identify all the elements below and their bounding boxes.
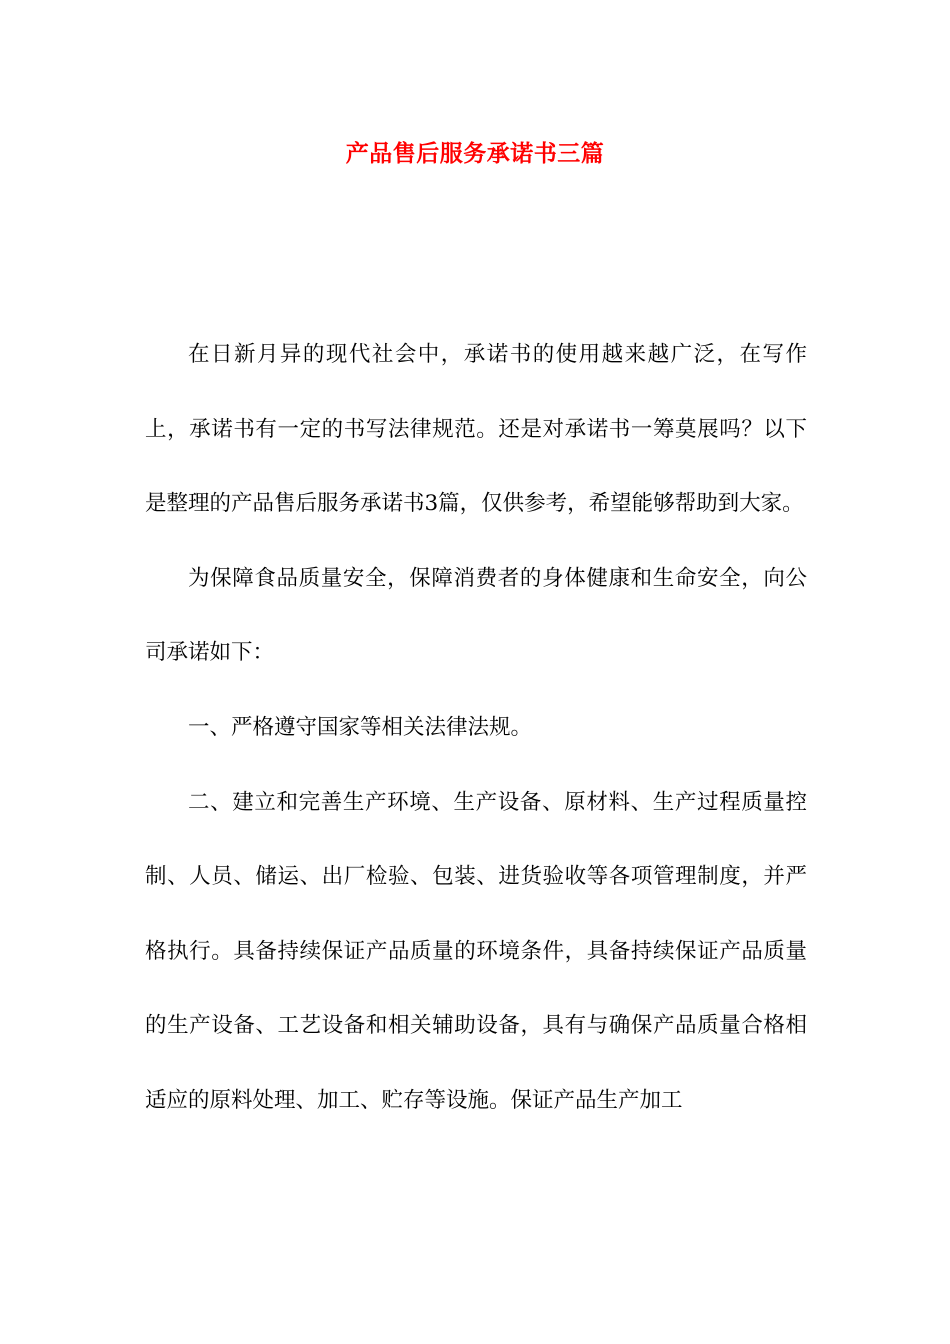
document-body — [145, 318, 807, 1139]
paragraph-intro: 在日新月异的现代社会中，承诺书的使用越来越广泛，在写作上，承诺书有一定的书写法律规范。还是对承诺书一筹莫展吗？以下是整理的产品售后服务承诺书3篇，仅供参考，希望能够帮助到大家。 — [145, 342, 807, 517]
paragraph-commitment-lead: 为保障食品质量安全，保障消费者的身体健康和生命安全，向公司承诺如下： — [145, 565, 807, 666]
paragraph-item-2: 二、建立和完善生产环境、生产设备、原材料、生产过程质量控制、人员、储运、出厂检验、包装、进货验收等各项管理制度，并严格执行。具备持续保证产品质量的环境条件，具备持续保证产品质量的生产设备、工艺设备和相关辅助设备，具有与确保产品质量合格相适应的原料处理、加工、贮存等设施。保证产品生产加工 — [145, 789, 807, 1113]
paragraph-item-1: 一、严格遵守国家等相关法律法规。 — [188, 714, 533, 740]
document-title: 产品售后服务承诺书三篇 — [345, 140, 605, 167]
